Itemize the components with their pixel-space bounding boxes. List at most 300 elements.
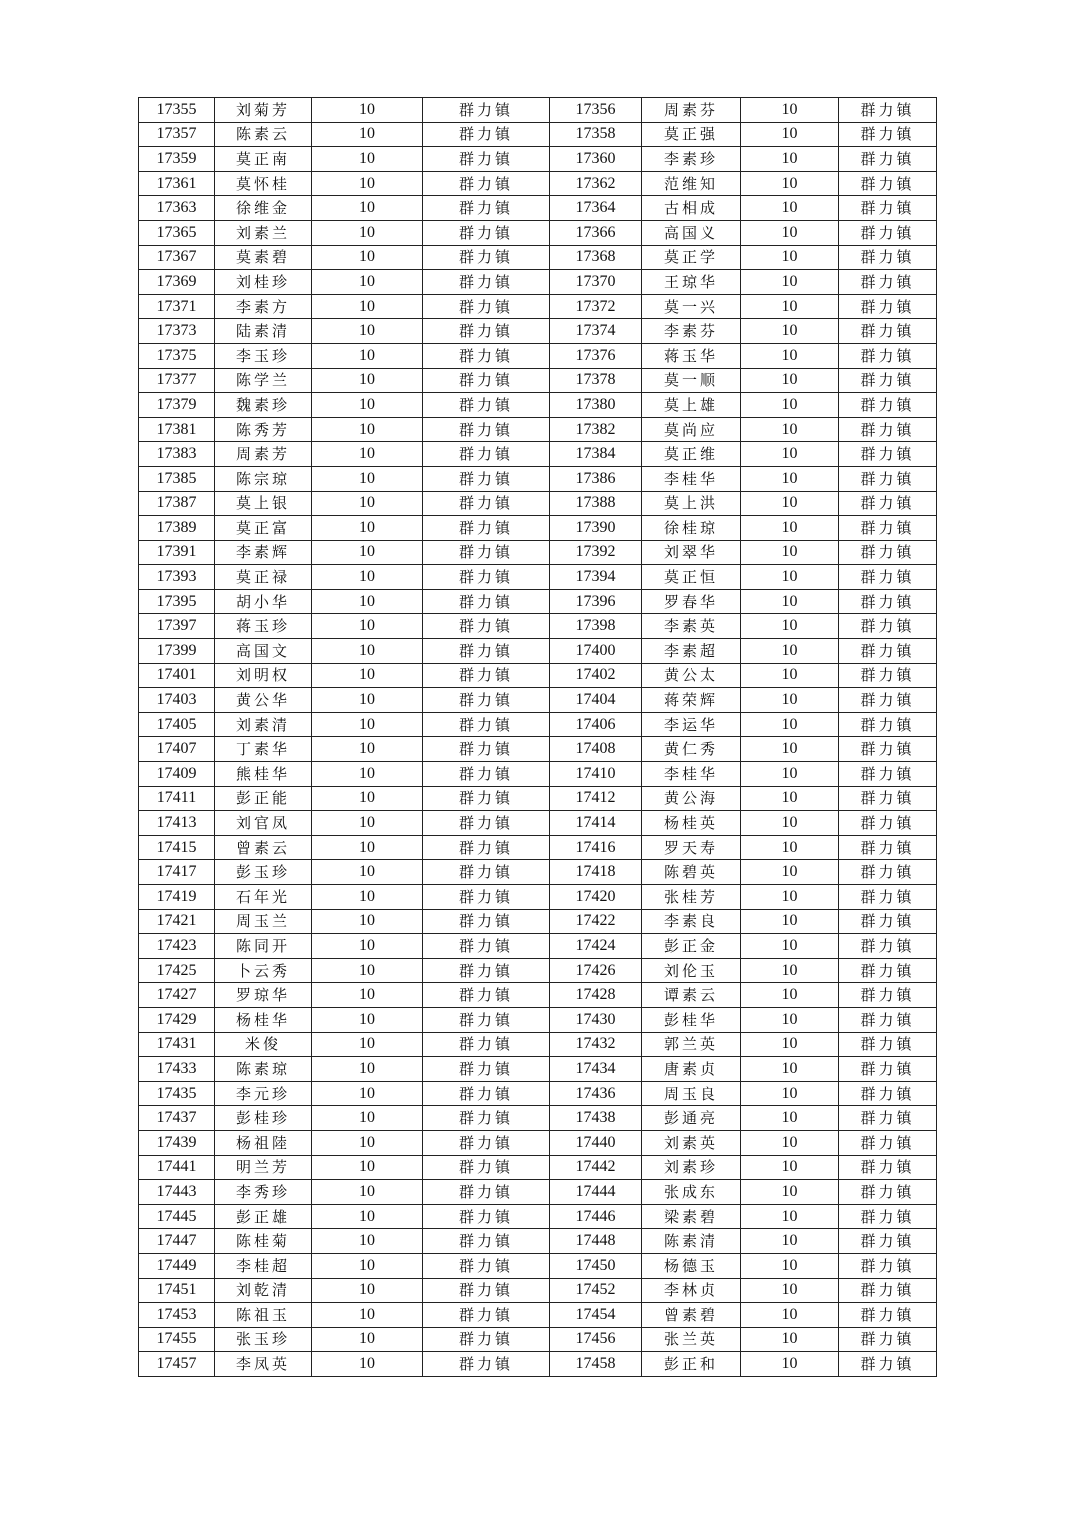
- town-cell: 群力镇: [839, 220, 937, 245]
- amount-cell: 10: [312, 1106, 423, 1131]
- table-row: [139, 491, 937, 516]
- town-cell: 群力镇: [839, 466, 937, 491]
- town-cell: 群力镇: [423, 1007, 550, 1032]
- name-cell: 李秀珍: [215, 1180, 312, 1205]
- name-cell: 李素方: [215, 294, 312, 319]
- id-cell: 17442: [550, 1155, 642, 1180]
- id-cell: 17372: [550, 294, 642, 319]
- name-cell: 莫一兴: [642, 294, 741, 319]
- id-cell: 17386: [550, 466, 642, 491]
- id-cell: 17412: [550, 786, 642, 811]
- town-cell: 群力镇: [423, 1303, 550, 1328]
- amount-cell: 10: [741, 958, 839, 983]
- amount-cell: 10: [312, 663, 423, 688]
- table-row: [139, 614, 937, 639]
- id-cell: 17421: [139, 909, 215, 934]
- amount-cell: 10: [741, 1081, 839, 1106]
- name-cell: 范维知: [642, 171, 741, 196]
- id-cell: 17444: [550, 1180, 642, 1205]
- id-cell: 17423: [139, 934, 215, 959]
- amount-cell: 10: [312, 983, 423, 1008]
- table-row: [139, 417, 937, 442]
- name-cell: 徐维金: [215, 196, 312, 221]
- amount-cell: 10: [741, 171, 839, 196]
- name-cell: 莫上银: [215, 491, 312, 516]
- town-cell: 群力镇: [423, 516, 550, 541]
- id-cell: 17431: [139, 1032, 215, 1057]
- amount-cell: 10: [741, 565, 839, 590]
- town-cell: 群力镇: [839, 294, 937, 319]
- town-cell: 群力镇: [839, 1130, 937, 1155]
- id-cell: 17427: [139, 983, 215, 1008]
- town-cell: 群力镇: [423, 171, 550, 196]
- id-cell: 17428: [550, 983, 642, 1008]
- name-cell: 刘桂珍: [215, 270, 312, 295]
- name-cell: 刘素清: [215, 712, 312, 737]
- town-cell: 群力镇: [423, 1081, 550, 1106]
- id-cell: 17359: [139, 147, 215, 172]
- id-cell: 17376: [550, 343, 642, 368]
- amount-cell: 10: [741, 1352, 839, 1377]
- town-cell: 群力镇: [423, 98, 550, 123]
- table-row: [139, 1007, 937, 1032]
- name-cell: 李凤英: [215, 1352, 312, 1377]
- name-cell: 张桂芳: [642, 885, 741, 910]
- name-cell: 刘菊芳: [215, 98, 312, 123]
- amount-cell: 10: [312, 589, 423, 614]
- amount-cell: 10: [741, 688, 839, 713]
- id-cell: 17405: [139, 712, 215, 737]
- id-cell: 17390: [550, 516, 642, 541]
- id-cell: 17380: [550, 393, 642, 418]
- amount-cell: 10: [741, 835, 839, 860]
- amount-cell: 10: [312, 614, 423, 639]
- name-cell: 莫正禄: [215, 565, 312, 590]
- amount-cell: 10: [741, 540, 839, 565]
- name-cell: 黄仁秀: [642, 737, 741, 762]
- town-cell: 群力镇: [423, 1204, 550, 1229]
- amount-cell: 10: [741, 1106, 839, 1131]
- name-cell: 杨桂英: [642, 811, 741, 836]
- amount-cell: 10: [312, 762, 423, 787]
- id-cell: 17434: [550, 1057, 642, 1082]
- amount-cell: 10: [741, 712, 839, 737]
- amount-cell: 10: [741, 934, 839, 959]
- amount-cell: 10: [312, 786, 423, 811]
- id-cell: 17394: [550, 565, 642, 590]
- table-row: [139, 1204, 937, 1229]
- amount-cell: 10: [741, 294, 839, 319]
- id-cell: 17407: [139, 737, 215, 762]
- town-cell: 群力镇: [839, 1204, 937, 1229]
- name-cell: 莫尚应: [642, 417, 741, 442]
- table-row: [139, 540, 937, 565]
- id-cell: 17384: [550, 442, 642, 467]
- id-cell: 17400: [550, 639, 642, 664]
- table-row: [139, 368, 937, 393]
- name-cell: 蒋玉华: [642, 343, 741, 368]
- name-cell: 刘素兰: [215, 220, 312, 245]
- amount-cell: 10: [312, 1352, 423, 1377]
- id-cell: 17373: [139, 319, 215, 344]
- table-row: [139, 270, 937, 295]
- amount-cell: 10: [741, 1130, 839, 1155]
- town-cell: 群力镇: [839, 811, 937, 836]
- name-cell: 罗春华: [642, 589, 741, 614]
- id-cell: 17363: [139, 196, 215, 221]
- amount-cell: 10: [312, 1278, 423, 1303]
- town-cell: 群力镇: [839, 245, 937, 270]
- name-cell: 黄公太: [642, 663, 741, 688]
- town-cell: 群力镇: [423, 491, 550, 516]
- table-row: [139, 860, 937, 885]
- amount-cell: 10: [312, 466, 423, 491]
- amount-cell: 10: [741, 220, 839, 245]
- amount-cell: 10: [741, 417, 839, 442]
- amount-cell: 10: [312, 737, 423, 762]
- id-cell: 17448: [550, 1229, 642, 1254]
- town-cell: 群力镇: [839, 885, 937, 910]
- town-cell: 群力镇: [839, 1352, 937, 1377]
- town-cell: 群力镇: [839, 762, 937, 787]
- table-row: [139, 1130, 937, 1155]
- id-cell: 17419: [139, 885, 215, 910]
- town-cell: 群力镇: [839, 909, 937, 934]
- table-row: [139, 171, 937, 196]
- name-cell: 陈素琼: [215, 1057, 312, 1082]
- name-cell: 莫怀桂: [215, 171, 312, 196]
- name-cell: 周玉良: [642, 1081, 741, 1106]
- name-cell: 张成东: [642, 1180, 741, 1205]
- name-cell: 陈学兰: [215, 368, 312, 393]
- id-cell: 17399: [139, 639, 215, 664]
- table-row: [139, 122, 937, 147]
- name-cell: 陈碧英: [642, 860, 741, 885]
- amount-cell: 10: [741, 245, 839, 270]
- town-cell: 群力镇: [839, 491, 937, 516]
- name-cell: 莫上洪: [642, 491, 741, 516]
- id-cell: 17432: [550, 1032, 642, 1057]
- name-cell: 彭正雄: [215, 1204, 312, 1229]
- name-cell: 莫正维: [642, 442, 741, 467]
- town-cell: 群力镇: [839, 614, 937, 639]
- id-cell: 17455: [139, 1327, 215, 1352]
- amount-cell: 10: [312, 909, 423, 934]
- name-cell: 周素芳: [215, 442, 312, 467]
- name-cell: 熊桂华: [215, 762, 312, 787]
- name-cell: 曾素碧: [642, 1303, 741, 1328]
- id-cell: 17450: [550, 1253, 642, 1278]
- table-row: [139, 220, 937, 245]
- town-cell: 群力镇: [423, 1032, 550, 1057]
- town-cell: 群力镇: [839, 1278, 937, 1303]
- id-cell: 17402: [550, 663, 642, 688]
- id-cell: 17446: [550, 1204, 642, 1229]
- town-cell: 群力镇: [839, 663, 937, 688]
- name-cell: 刘素珍: [642, 1155, 741, 1180]
- table-row: [139, 712, 937, 737]
- table-row: [139, 1229, 937, 1254]
- amount-cell: 10: [312, 1032, 423, 1057]
- name-cell: 彭正金: [642, 934, 741, 959]
- table-row: [139, 885, 937, 910]
- name-cell: 梁素碧: [642, 1204, 741, 1229]
- id-cell: 17453: [139, 1303, 215, 1328]
- name-cell: 李运华: [642, 712, 741, 737]
- table-row: [139, 934, 937, 959]
- name-cell: 莫正强: [642, 122, 741, 147]
- name-cell: 罗琼华: [215, 983, 312, 1008]
- town-cell: 群力镇: [423, 1057, 550, 1082]
- name-cell: 曾素云: [215, 835, 312, 860]
- amount-cell: 10: [741, 786, 839, 811]
- town-cell: 群力镇: [423, 663, 550, 688]
- town-cell: 群力镇: [839, 835, 937, 860]
- amount-cell: 10: [312, 639, 423, 664]
- name-cell: 蒋荣辉: [642, 688, 741, 713]
- town-cell: 群力镇: [839, 1057, 937, 1082]
- id-cell: 17401: [139, 663, 215, 688]
- name-cell: 刘伦玉: [642, 958, 741, 983]
- name-cell: 莫素碧: [215, 245, 312, 270]
- id-cell: 17367: [139, 245, 215, 270]
- id-cell: 17368: [550, 245, 642, 270]
- name-cell: 刘官凤: [215, 811, 312, 836]
- town-cell: 群力镇: [423, 1253, 550, 1278]
- table-row: [139, 589, 937, 614]
- id-cell: 17389: [139, 516, 215, 541]
- id-cell: 17424: [550, 934, 642, 959]
- table-row: [139, 343, 937, 368]
- name-cell: 莫一顺: [642, 368, 741, 393]
- amount-cell: 10: [741, 1180, 839, 1205]
- id-cell: 17396: [550, 589, 642, 614]
- name-cell: 唐素贞: [642, 1057, 741, 1082]
- name-cell: 胡小华: [215, 589, 312, 614]
- town-cell: 群力镇: [423, 1155, 550, 1180]
- table-row: [139, 835, 937, 860]
- town-cell: 群力镇: [423, 614, 550, 639]
- name-cell: 古相成: [642, 196, 741, 221]
- amount-cell: 10: [312, 540, 423, 565]
- name-cell: 李素良: [642, 909, 741, 934]
- name-cell: 李素英: [642, 614, 741, 639]
- id-cell: 17435: [139, 1081, 215, 1106]
- name-cell: 李素超: [642, 639, 741, 664]
- id-cell: 17416: [550, 835, 642, 860]
- amount-cell: 10: [312, 516, 423, 541]
- id-cell: 17408: [550, 737, 642, 762]
- name-cell: 明兰芳: [215, 1155, 312, 1180]
- town-cell: 群力镇: [423, 294, 550, 319]
- name-cell: 黄公华: [215, 688, 312, 713]
- id-cell: 17360: [550, 147, 642, 172]
- amount-cell: 10: [741, 762, 839, 787]
- town-cell: 群力镇: [423, 1327, 550, 1352]
- table-row: [139, 811, 937, 836]
- id-cell: 17362: [550, 171, 642, 196]
- amount-cell: 10: [312, 491, 423, 516]
- town-cell: 群力镇: [839, 712, 937, 737]
- town-cell: 群力镇: [839, 393, 937, 418]
- amount-cell: 10: [741, 663, 839, 688]
- table-row: [139, 516, 937, 541]
- amount-cell: 10: [312, 712, 423, 737]
- name-cell: 谭素云: [642, 983, 741, 1008]
- amount-cell: 10: [312, 417, 423, 442]
- town-cell: 群力镇: [423, 958, 550, 983]
- table-row: [139, 98, 937, 123]
- table-row: [139, 442, 937, 467]
- amount-cell: 10: [312, 1253, 423, 1278]
- id-cell: 17439: [139, 1130, 215, 1155]
- town-cell: 群力镇: [423, 589, 550, 614]
- id-cell: 17436: [550, 1081, 642, 1106]
- name-cell: 刘乾清: [215, 1278, 312, 1303]
- id-cell: 17458: [550, 1352, 642, 1377]
- id-cell: 17370: [550, 270, 642, 295]
- amount-cell: 10: [741, 516, 839, 541]
- town-cell: 群力镇: [423, 762, 550, 787]
- name-cell: 杨德玉: [642, 1253, 741, 1278]
- amount-cell: 10: [741, 1204, 839, 1229]
- amount-cell: 10: [741, 368, 839, 393]
- name-cell: 彭通亮: [642, 1106, 741, 1131]
- name-cell: 张玉珍: [215, 1327, 312, 1352]
- amount-cell: 10: [312, 1327, 423, 1352]
- name-cell: 陈祖玉: [215, 1303, 312, 1328]
- town-cell: 群力镇: [423, 1180, 550, 1205]
- town-cell: 群力镇: [423, 442, 550, 467]
- name-cell: 陈秀芳: [215, 417, 312, 442]
- town-cell: 群力镇: [839, 1032, 937, 1057]
- id-cell: 17364: [550, 196, 642, 221]
- table-row: [139, 1180, 937, 1205]
- id-cell: 17447: [139, 1229, 215, 1254]
- id-cell: 17377: [139, 368, 215, 393]
- table-row: [139, 1253, 937, 1278]
- roster-table: [138, 97, 937, 1377]
- town-cell: 群力镇: [423, 393, 550, 418]
- amount-cell: 10: [312, 245, 423, 270]
- id-cell: 17451: [139, 1278, 215, 1303]
- table-row: [139, 688, 937, 713]
- amount-cell: 10: [312, 442, 423, 467]
- name-cell: 杨祖陸: [215, 1130, 312, 1155]
- id-cell: 17371: [139, 294, 215, 319]
- id-cell: 17365: [139, 220, 215, 245]
- table-row: [139, 983, 937, 1008]
- town-cell: 群力镇: [839, 319, 937, 344]
- town-cell: 群力镇: [423, 639, 550, 664]
- id-cell: 17454: [550, 1303, 642, 1328]
- town-cell: 群力镇: [839, 786, 937, 811]
- name-cell: 刘翠华: [642, 540, 741, 565]
- id-cell: 17381: [139, 417, 215, 442]
- name-cell: 丁素华: [215, 737, 312, 762]
- name-cell: 陆素清: [215, 319, 312, 344]
- id-cell: 17375: [139, 343, 215, 368]
- name-cell: 李林贞: [642, 1278, 741, 1303]
- id-cell: 17452: [550, 1278, 642, 1303]
- name-cell: 李桂华: [642, 762, 741, 787]
- town-cell: 群力镇: [839, 417, 937, 442]
- name-cell: 彭正能: [215, 786, 312, 811]
- name-cell: 刘素英: [642, 1130, 741, 1155]
- id-cell: 17411: [139, 786, 215, 811]
- table-row: [139, 639, 937, 664]
- id-cell: 17392: [550, 540, 642, 565]
- town-cell: 群力镇: [423, 565, 550, 590]
- name-cell: 郭兰英: [642, 1032, 741, 1057]
- table-row: [139, 663, 937, 688]
- town-cell: 群力镇: [423, 983, 550, 1008]
- id-cell: 17358: [550, 122, 642, 147]
- amount-cell: 10: [312, 1180, 423, 1205]
- table-row: [139, 1057, 937, 1082]
- amount-cell: 10: [741, 1229, 839, 1254]
- amount-cell: 10: [312, 147, 423, 172]
- town-cell: 群力镇: [423, 245, 550, 270]
- town-cell: 群力镇: [839, 122, 937, 147]
- name-cell: 莫正南: [215, 147, 312, 172]
- table-row: [139, 1303, 937, 1328]
- amount-cell: 10: [741, 1155, 839, 1180]
- table-row: [139, 393, 937, 418]
- id-cell: 17397: [139, 614, 215, 639]
- name-cell: 周玉兰: [215, 909, 312, 934]
- name-cell: 李桂超: [215, 1253, 312, 1278]
- amount-cell: 10: [312, 885, 423, 910]
- town-cell: 群力镇: [839, 983, 937, 1008]
- table-row: [139, 1327, 937, 1352]
- id-cell: 17361: [139, 171, 215, 196]
- town-cell: 群力镇: [839, 1253, 937, 1278]
- table-row: [139, 762, 937, 787]
- id-cell: 17410: [550, 762, 642, 787]
- name-cell: 李素珍: [642, 147, 741, 172]
- amount-cell: 10: [312, 688, 423, 713]
- town-cell: 群力镇: [423, 737, 550, 762]
- name-cell: 蒋玉珍: [215, 614, 312, 639]
- table-row: [139, 1278, 937, 1303]
- id-cell: 17387: [139, 491, 215, 516]
- amount-cell: 10: [741, 639, 839, 664]
- id-cell: 17382: [550, 417, 642, 442]
- town-cell: 群力镇: [423, 1278, 550, 1303]
- amount-cell: 10: [312, 1130, 423, 1155]
- town-cell: 群力镇: [423, 1229, 550, 1254]
- table-row: [139, 147, 937, 172]
- town-cell: 群力镇: [423, 196, 550, 221]
- name-cell: 张兰英: [642, 1327, 741, 1352]
- town-cell: 群力镇: [423, 712, 550, 737]
- amount-cell: 10: [312, 1007, 423, 1032]
- town-cell: 群力镇: [839, 368, 937, 393]
- town-cell: 群力镇: [839, 688, 937, 713]
- amount-cell: 10: [741, 589, 839, 614]
- id-cell: 17457: [139, 1352, 215, 1377]
- amount-cell: 10: [312, 811, 423, 836]
- amount-cell: 10: [312, 860, 423, 885]
- id-cell: 17385: [139, 466, 215, 491]
- amount-cell: 10: [741, 122, 839, 147]
- name-cell: 彭正和: [642, 1352, 741, 1377]
- town-cell: 群力镇: [839, 1106, 937, 1131]
- table-row: [139, 1352, 937, 1377]
- amount-cell: 10: [741, 737, 839, 762]
- name-cell: 陈同开: [215, 934, 312, 959]
